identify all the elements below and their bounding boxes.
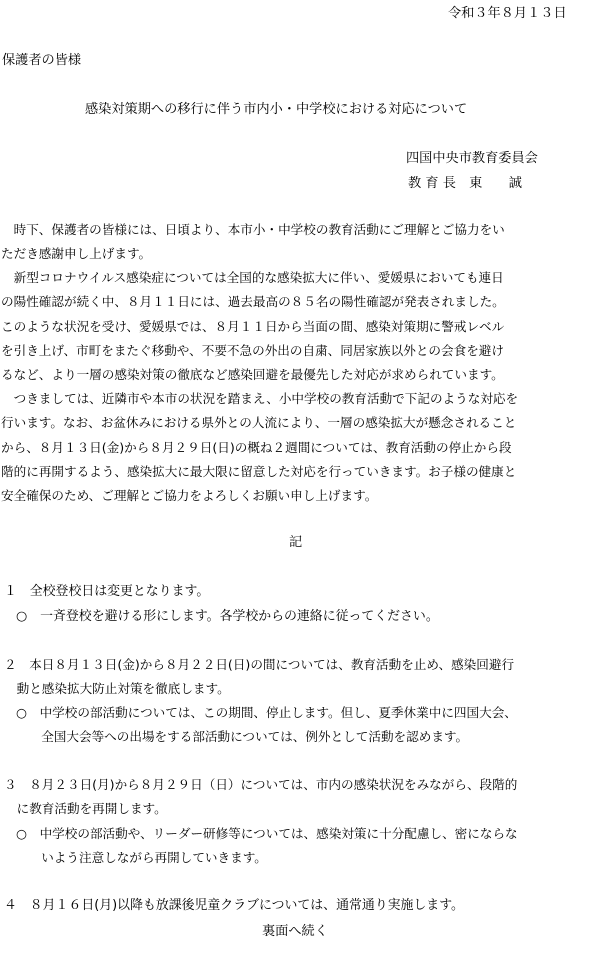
addressee: 保護者の皆様 xyxy=(2,53,82,68)
body-line: ただき感謝申し上げます。 xyxy=(1,246,152,261)
item-2-line: ２ 本日８月１３日(金)から８月２２日(日)の間については、教育活動を止め、感染回避行 xyxy=(4,657,515,672)
item-3-sub: いよう注意しながら再開していきます。 xyxy=(16,850,267,865)
body-line: 時下、保護者の皆様には、日頃より、本市小・中学校の教育活動にご理解とご協力をい xyxy=(1,222,505,237)
issuer-organization: 四国中央市教育委員会 xyxy=(406,151,538,166)
body-line: 安全確保のため、ご理解とご協力をよろしくお願い申し上げます。 xyxy=(1,488,378,503)
item-3-line: ３ ８月２３日(月)から８月２９日（日）については、市内の感染状況をみながら、段階的 xyxy=(4,777,518,792)
body-line: を引き上げ、市町をまたぐ移動や、不要不急の外出の自粛、同居家族以外との会食を避け xyxy=(1,343,504,358)
body-line: 新型コロナウイルス感染症については全国的な感染拡大に伴い、愛媛県においても連日 xyxy=(1,270,504,285)
body-line: の陽性確認が続く中、８月１１日には、過去最高の８５名の陽性確認が発表されました。 xyxy=(1,294,505,309)
issuer-person: 教 育 長 東 誠 xyxy=(408,176,522,191)
item-2-line: 動と感染拡大防止対策を徹底します。 xyxy=(4,681,230,696)
document-date: 令和３年８月１３日 xyxy=(448,6,567,21)
continued-on-back: 裏面へ続く xyxy=(262,924,328,939)
item-2-sub: 全国大会等への出場をする部活動については、例外として活動を認めます。 xyxy=(16,729,469,744)
body-line: つきましては、近隣市や本市の状況を踏まえ、小中学校の教育活動で下記のような対応を xyxy=(1,391,519,406)
item-4-line: ４ ８月１６日(月)以降も放課後児童クラブについては、通常通り実施します。 xyxy=(4,898,464,913)
item-3-sub: ○ 中学校の部活動や、リーダー研修等については、感染対策に十分配慮し、密にならな xyxy=(16,826,518,841)
ki-heading: 記 xyxy=(289,535,303,550)
body-line: から、８月１３日(金)から８月２９日(日)の概ね２週間については、教育活動の停止から段 xyxy=(1,440,512,455)
body-line: るなど、より一層の感染対策の徹底など感染回避を最優先した対応が求められています。 xyxy=(1,367,504,382)
body-line: 階的に再開するよう、感染拡大に最大限に留意した対応を行っていきます。お子様の健康と xyxy=(1,464,517,479)
body-line: 行います。なお、お盆休みにおける県外との人流により、一層の感染拡大が懸念されること xyxy=(1,415,517,430)
body-line: このような状況を受け、愛媛県では、８月１１日から当面の間、感染対策期に警戒レベル xyxy=(1,319,505,334)
item-1-sub: ○ 一斉登校を避ける形にします。各学校からの連絡に従ってください。 xyxy=(16,609,439,624)
item-2-sub: ○ 中学校の部活動については、この期間、停止します。但し、夏季休業中に四国大会、 xyxy=(16,705,517,720)
item-3-line: に教育活動を再開します。 xyxy=(4,801,167,816)
item-1-line: １ 全校登校日は変更となります。 xyxy=(4,584,210,599)
document-title: 感染対策期への移行に伴う市内小・中学校における対応について xyxy=(85,102,468,117)
